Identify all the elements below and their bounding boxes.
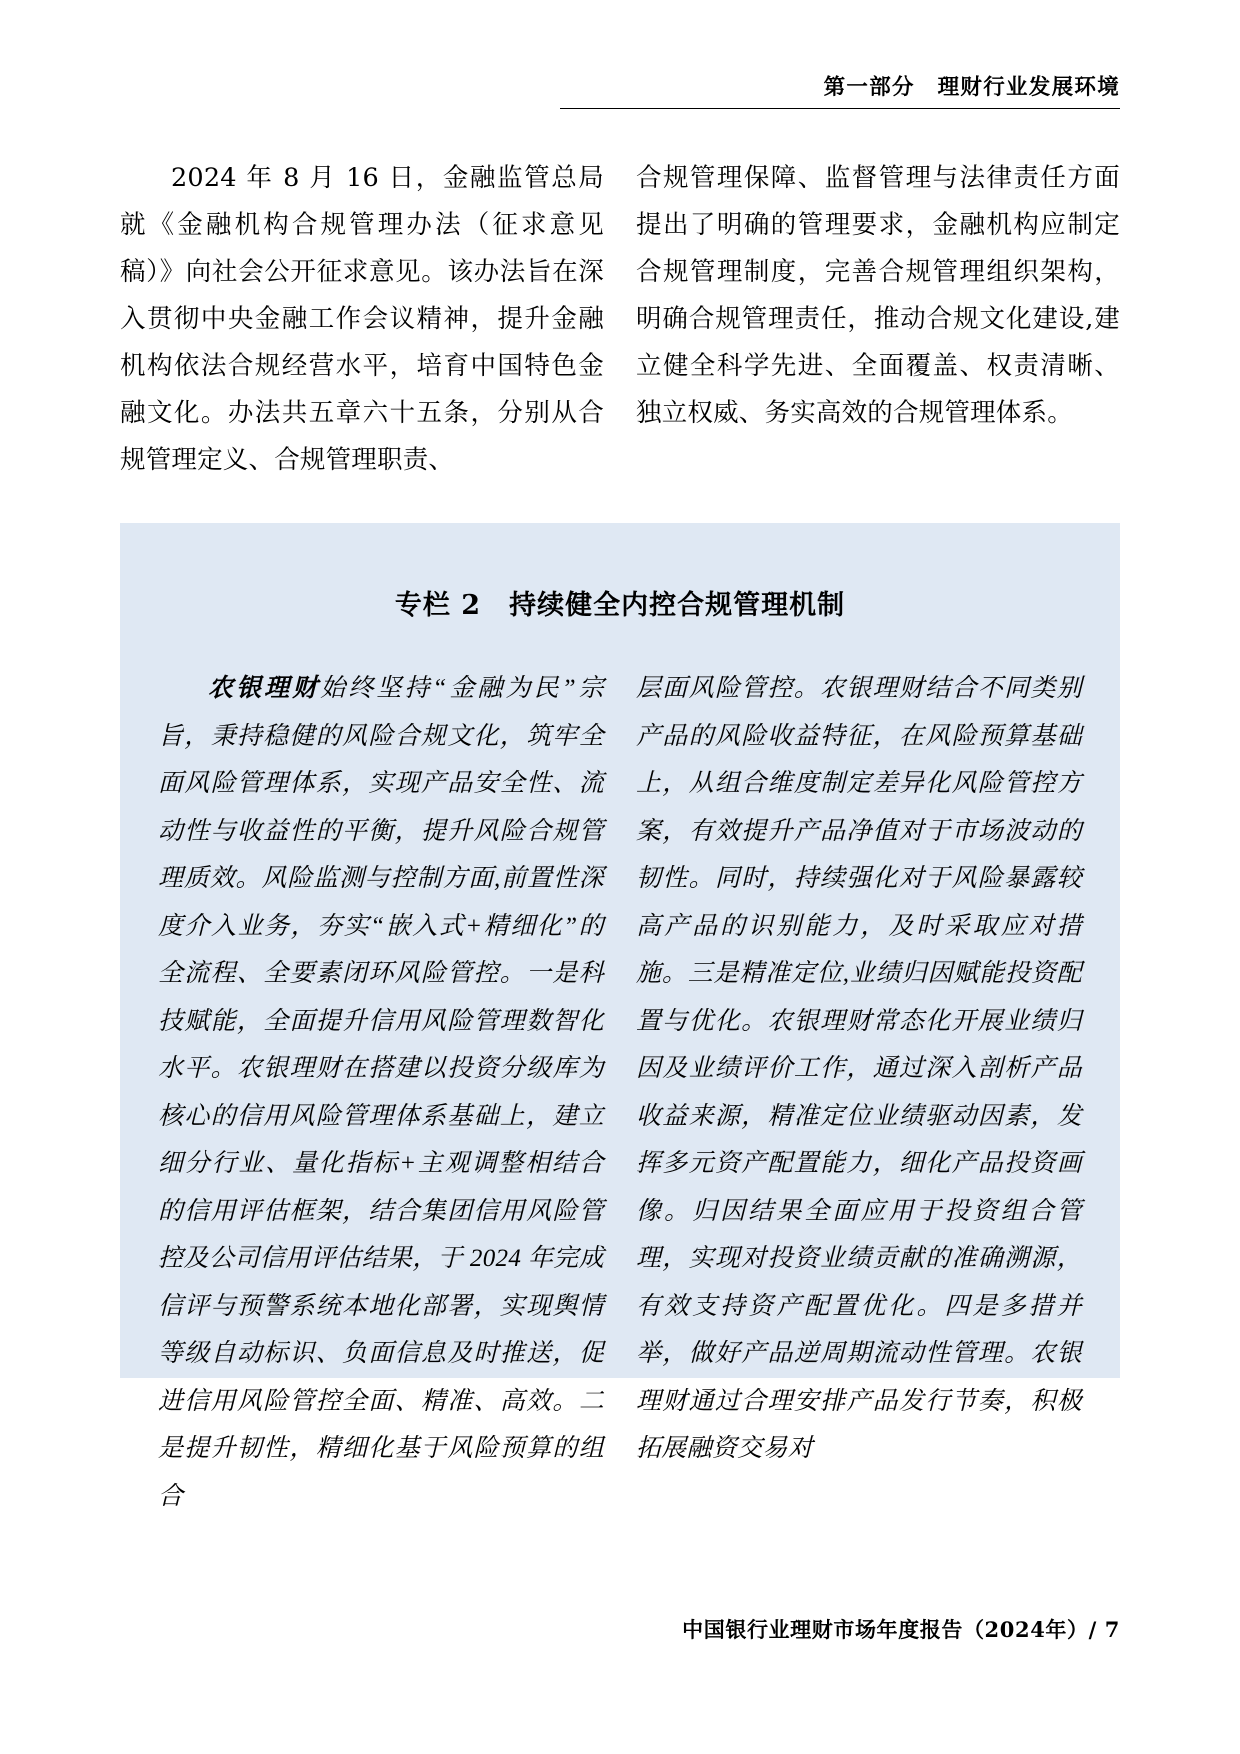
feature-box-paragraph-left bbox=[158, 665, 604, 1520]
running-header bbox=[560, 70, 1120, 109]
main-column-right bbox=[636, 155, 1120, 484]
main-paragraph-right: 合规管理保障、监督管理与法律责任方面提出了明确的管理要求，金融机构应制定合规管理制度，完善合规管理组织架构，明确合规管理责任，推动合规文化建设,建立健全科学先进、全面覆盖、权责清晰、独立权威、务实高效的合规管理体系。 bbox=[636, 163, 1120, 428]
feature-box bbox=[120, 523, 1120, 1510]
running-header-text: 第一部分 理财行业发展环境 bbox=[823, 75, 1120, 100]
feature-box-left-text: 始终坚持“金融为民”宗旨，秉持稳健的风险合规文化，筑牢全面风险管理体系，实现产品安全性、流动性与收益性的平衡，提升风险合规管理质效。风险监测与控制方面,前置性深度介入业务，夯实“嵌入式+精细化”的全流程、全要素闭环风险管控。一是科技赋能，全面提升信用风险管理数智化水平。农银理财在搭建以投资分级库为核心的信用风险管理体系基础上，建立细分行业、量化指标+主观调整相结合的信用评估框架，结合集团信用风险管控及公司信用评估结果，于 2024 年完成信评与预警系统本地化部署，实现舆情等级自动标识、负面信息及时推送，促进信用风险管控全面、精准、高效。二是提升韧性，精细化基于风险预算的组合 bbox=[158, 675, 605, 1510]
feature-box-paragraph-right: 层面风险管控。农银理财结合不同类别产品的风险收益特征，在风险预算基础上，从组合维度制定差异化风险管控方案，有效提升产品净值对于市场波动的韧性。同时，持续强化对于风险暴露较高产品的识别能力，及时采取应对措施。三是精准定位,业绩归因赋能投资配置与优化。农银理财常态化开展业绩归因及业绩评价工作，通过深入剖析产品收益来源，精准定位业绩驱动因素，发挥多元资产配置能力，细化产品投资画像。归因结果全面应用于投资组合管理，实现对投资业绩贡献的准确溯源，有效支持资产配置优化。四是多措并举，做好产品逆周期流动性管理。农银理财通过合理安排产品发行节奏，积极拓展融资交易对 bbox=[636, 675, 1082, 1462]
page-footer-text: 中国银行业理财市场年度报告（2024年）/ 7 bbox=[682, 1617, 1120, 1642]
main-paragraph-left: 2024 年 8 月 16 日，金融监管总局就《金融机构合规管理办法（征求意见稿）》向社会公开征求意见。该办法旨在深入贯彻中央金融工作会议精神，提升金融机构依法合规经营水平，培育中国特色金融文化。办法共五章六十五条，分别从合规管理定义、合规管理职责、 bbox=[120, 163, 604, 475]
feature-box-column-left bbox=[158, 665, 604, 1520]
feature-box-columns bbox=[120, 665, 1120, 1520]
feature-box-column-right bbox=[636, 665, 1082, 1520]
page-footer bbox=[500, 1614, 1120, 1644]
main-column-left bbox=[120, 155, 604, 484]
main-body-columns bbox=[120, 155, 1120, 484]
feature-box-lead-label: 农银理财 bbox=[208, 675, 321, 702]
feature-box-title: 专栏 2 持续健全内控合规管理机制 bbox=[394, 590, 846, 621]
